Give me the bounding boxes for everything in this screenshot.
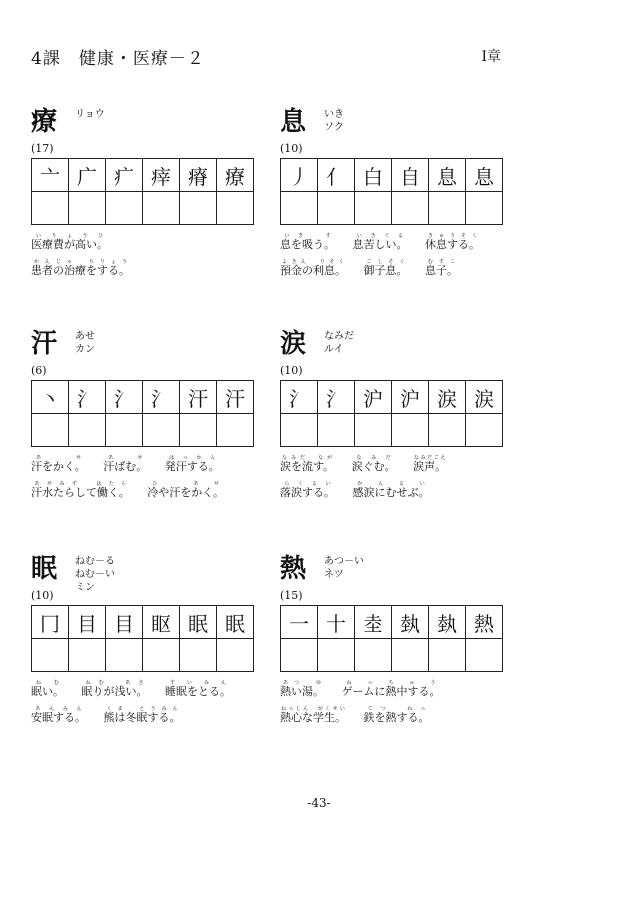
stroke-step: 氵 (281, 381, 318, 414)
practice-cell (355, 414, 392, 447)
practice-cell (180, 414, 217, 447)
stroke-step: 瘠 (180, 159, 217, 192)
example-phrase: 安眠する。あんみん (31, 706, 86, 724)
example-phrase: 涙ぐむ。なみだ (351, 455, 396, 473)
example-phrase: 熱い湯。あつ ゆ (280, 680, 324, 698)
example-line (31, 481, 238, 500)
practice-cell (281, 639, 318, 672)
practice-cell (106, 192, 143, 225)
reading: リョウ (75, 109, 105, 120)
kanji-character: 汗 (31, 329, 58, 359)
stroke-order-grid (31, 605, 254, 672)
example-phrase: 冷や汗をかく。ひ あせ (147, 481, 225, 499)
stroke-step: 氵 (143, 381, 180, 414)
example-line (31, 259, 144, 278)
practice-cell (143, 414, 180, 447)
practice-cell (106, 414, 143, 447)
stroke-count: (6) (31, 364, 47, 377)
stroke-step: 氵 (106, 381, 143, 414)
stroke-step: 熱 (466, 606, 503, 639)
stroke-step: 十 (318, 606, 355, 639)
stroke-step: 眠 (180, 606, 217, 639)
stroke-step: 自 (392, 159, 429, 192)
stroke-order-grid (31, 380, 254, 447)
practice-cell (318, 414, 355, 447)
example-line (280, 233, 494, 252)
reading: ねむ－る (75, 556, 115, 567)
example-phrase: 息子。むすこ (425, 259, 458, 277)
stroke-step: 沪 (355, 381, 392, 414)
stroke-step: 汗 (217, 381, 254, 414)
stroke-order-grid (280, 158, 503, 225)
page-header (31, 44, 501, 69)
stroke-step: 汗 (180, 381, 217, 414)
reading: カン (75, 344, 95, 355)
reading: あつ－い (324, 556, 364, 567)
stroke-step: 丿 (281, 159, 318, 192)
example-phrase: 御子息。ごしそく (363, 259, 408, 277)
practice-cell (392, 192, 429, 225)
stroke-step: 沪 (392, 381, 429, 414)
practice-cell (392, 639, 429, 672)
example-line (280, 259, 472, 278)
stroke-step: 目 (69, 606, 106, 639)
chapter-label: Ⅰ章 (481, 49, 501, 65)
practice-cell (32, 192, 69, 225)
stroke-step: 目 (106, 606, 143, 639)
stroke-count: (17) (31, 142, 54, 155)
stroke-count: (10) (280, 142, 303, 155)
stroke-step: 涙 (466, 381, 503, 414)
example-phrase: 感涙にむせぶ。かんるい (352, 481, 430, 499)
example-phrase: 休息する。きゅうそく (425, 233, 480, 251)
stroke-count: (10) (31, 589, 54, 602)
practice-cell (281, 192, 318, 225)
example-line (31, 706, 195, 725)
practice-cell (318, 639, 355, 672)
stroke-order-grid (280, 605, 503, 672)
example-phrase: 眠い。ねむ (31, 680, 64, 698)
practice-cell (355, 192, 392, 225)
kanji-block (280, 330, 503, 510)
kanji-readings (324, 555, 364, 581)
example-line (280, 481, 444, 500)
stroke-step: 一 (281, 606, 318, 639)
example-phrase: 眠りが浅い。ねむ あさ (81, 680, 148, 698)
stroke-step: 亠 (32, 159, 69, 192)
kanji-readings (75, 330, 95, 356)
reading: ねむ－い (75, 569, 115, 580)
example-phrase: 汗ばむ。あせ (103, 455, 148, 473)
kanji-readings (324, 108, 344, 134)
kanji-block (31, 108, 254, 288)
stroke-step: 㾕 (143, 159, 180, 192)
example-phrase: 汗をかく。あせ (31, 455, 86, 473)
example-line (31, 680, 245, 699)
example-phrase: 発汗する。はっかん (164, 455, 220, 473)
reading: ソク (324, 122, 344, 133)
example-phrase: 汗水たらして働く。あせみず はたら (31, 481, 130, 499)
stroke-step: 息 (466, 159, 503, 192)
example-line (31, 233, 122, 252)
practice-cell (466, 639, 503, 672)
example-phrase: ゲームに熱中する。ねっちゅう (341, 680, 441, 698)
example-line (31, 455, 234, 474)
stroke-step: 白 (355, 159, 392, 192)
stroke-step: 冂 (32, 606, 69, 639)
stroke-count: (10) (280, 364, 303, 377)
practice-cell (106, 639, 143, 672)
practice-cell (429, 414, 466, 447)
kanji-readings (324, 330, 354, 356)
practice-cell (281, 414, 318, 447)
example-phrase: 鉄を熱する。てつ ねっ (363, 706, 430, 724)
kanji-block (280, 555, 503, 735)
practice-cell (355, 639, 392, 672)
reading: いき (324, 109, 344, 120)
example-line (280, 455, 460, 474)
stroke-step: 丶 (32, 381, 69, 414)
reading: ルイ (324, 344, 344, 355)
kanji-character: 涙 (280, 329, 307, 359)
example-phrase: 涙声。なみだごえ (413, 455, 447, 473)
practice-cell (69, 414, 106, 447)
reading: ネツ (324, 569, 344, 580)
example-phrase: 睡眠をとる。すいみん (165, 680, 231, 698)
practice-cell (217, 192, 254, 225)
stroke-step: 疒 (106, 159, 143, 192)
stroke-step: 埶 (392, 606, 429, 639)
stroke-step: 广 (69, 159, 106, 192)
stroke-step: 亻 (318, 159, 355, 192)
kanji-readings (75, 108, 105, 121)
practice-cell (318, 192, 355, 225)
practice-cell (466, 192, 503, 225)
kanji-block (31, 555, 254, 735)
kanji-block (31, 330, 254, 510)
practice-cell (143, 639, 180, 672)
stroke-step: 眠 (217, 606, 254, 639)
practice-cell (32, 639, 69, 672)
stroke-step: 眍 (143, 606, 180, 639)
example-phrase: 息を吸う。いき す (280, 233, 335, 251)
kanji-character: 眠 (31, 554, 58, 584)
example-line (280, 706, 444, 725)
stroke-step: 療 (217, 159, 254, 192)
practice-cell (466, 414, 503, 447)
practice-cell (429, 192, 466, 225)
kanji-readings (75, 555, 115, 594)
reading: なみだ (324, 331, 354, 342)
example-phrase: 患者の治療をする。かんじゃ ちりょう (31, 259, 130, 277)
stroke-step: 息 (429, 159, 466, 192)
lesson-title: 4課 健康・医療－２ (31, 49, 205, 69)
example-phrase: 涙を流す。なみだ なが (280, 455, 335, 473)
stroke-step: 氵 (69, 381, 106, 414)
practice-cell (392, 414, 429, 447)
practice-cell (217, 414, 254, 447)
example-phrase: 息苦しい。いきぐる (352, 233, 408, 251)
reading: あせ (75, 331, 95, 342)
example-line (280, 680, 455, 699)
practice-cell (180, 639, 217, 672)
stroke-order-grid (31, 158, 254, 225)
kanji-character: 療 (31, 107, 58, 137)
stroke-step: 坴 (355, 606, 392, 639)
stroke-step: 埶 (429, 606, 466, 639)
example-phrase: 熱心な学生。ねっしん がくせい (280, 706, 346, 724)
stroke-step: 氵 (318, 381, 355, 414)
page-number: -43- (307, 796, 331, 810)
example-phrase: 医療費が高い。いりょうひ (31, 233, 108, 251)
stroke-order-grid (280, 380, 503, 447)
practice-cell (429, 639, 466, 672)
example-phrase: 預金の利息。よきん りそく (280, 259, 346, 277)
example-phrase: 熊は冬眠する。くま とうみん (103, 706, 181, 724)
practice-cell (180, 192, 217, 225)
practice-cell (217, 639, 254, 672)
kanji-character: 息 (280, 107, 307, 137)
kanji-block (280, 108, 503, 288)
stroke-count: (15) (280, 589, 303, 602)
practice-cell (32, 414, 69, 447)
reading: ミン (75, 582, 95, 593)
stroke-step: 涙 (429, 381, 466, 414)
practice-cell (69, 639, 106, 672)
practice-cell (143, 192, 180, 225)
practice-cell (69, 192, 106, 225)
example-phrase: 落涙する。らくるい (280, 481, 335, 499)
kanji-character: 熱 (280, 554, 307, 584)
